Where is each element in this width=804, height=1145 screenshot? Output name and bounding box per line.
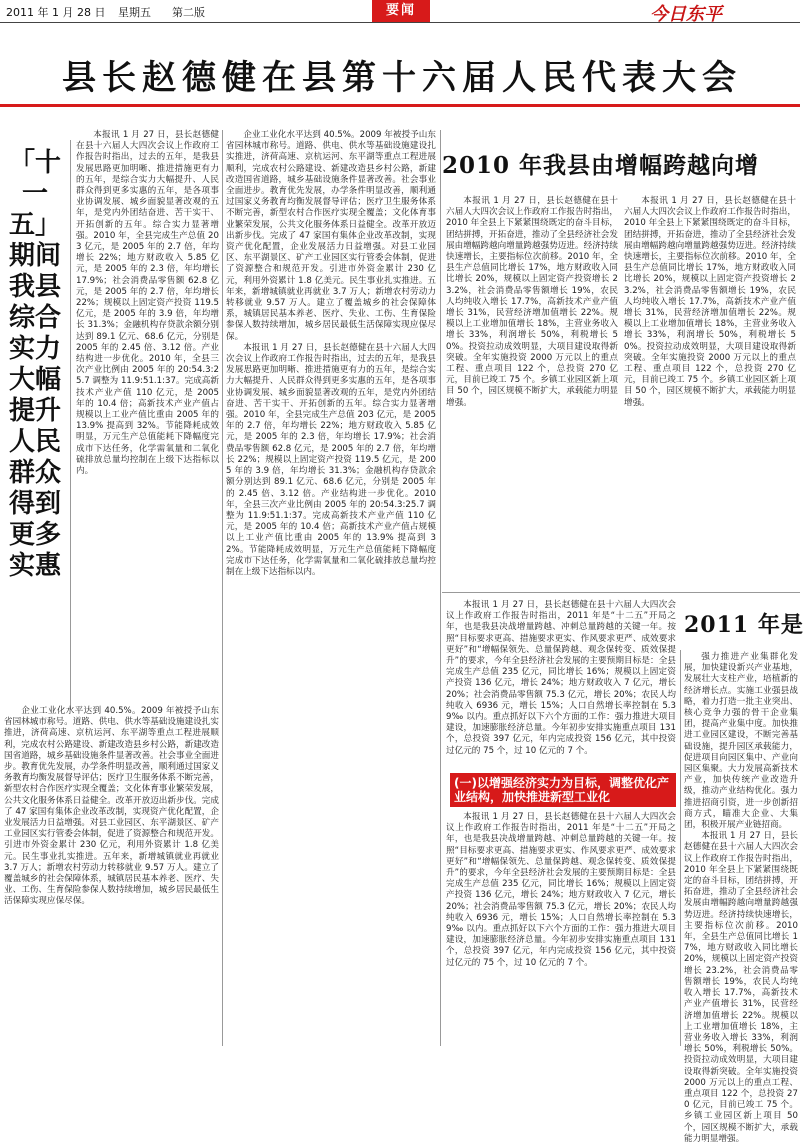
page-header-bar — [0, 0, 800, 23]
article-3-continued-text: 本报讯 1 月 27 日，县长赵德健在县十六届人大四次会议上作政府工作报告时指出，2010 年全县上下紧紧围绕既定的奋斗目标，团结拼搏，开拓奋进，推动了全县经济社会发展由增幅跨越向增量跨越强势迈进。经济持续快速增长，主要指标位次前移。2010 年，全县生产总值同比增长 17%，地方财政收入同比增长 20%，规模以上固定资产投资增长 23.2%，社会消费品零售额增长 19%，农民人均纯收入增长 17.7%，高新技术产业产值增长 31%，民营经济增加值增长 22%。规模以上工业增加值增长 18%，主营业务收入增长 33%，利润增长 50%，利税增长 50%。投资拉动成效明显，大项目建设取得新突破。全年实施投资 2000 万元以上的重点工程、重点项目 122 个，总投资 270 亿元，目前已竣工 75 个。乡镇工业园区新上项目 50 个，园区规模不断扩大，承载能力明显增强。 — [624, 196, 796, 408]
article-5-text-cont: 本报讯 1 月 27 日，县长赵德健在县十六届人大四次会议上作政府工作报告时指出，2010 年全县上下紧紧围绕既定的奋斗目标，团结拼搏，开拓奋进，推动了全县经济社会发展由增幅跨越向增量跨越强势迈进。经济持续快速增长，主要指标位次前移。2010 年，全县生产总值同比增长 17%，地方财政收入同比增长 20%，规模以上固定资产投资增长 23.2%，社会消费品零售额增长 19%，农民人均纯收入增长 17.7%，高新技术产业产值增长 31%，民营经济增加值增长 22%。规模以上工业增加值增长 18%，主营业务收入增长 33%，利润增长 50%，利税增长 50%。投资拉动成效明显，大项目建设取得新突破。全年实施投资 2000 万元以上的重点工程、重点项目 122 个，总投资 270 亿元，目前已竣工 75 个。乡镇工业园区新上项目 50 个，园区规模不断扩大，承载能力明显增强。 — [684, 831, 798, 1144]
column-divider — [70, 140, 71, 710]
headline-red-rule — [0, 104, 800, 107]
sub-headline-2011: 2011 年是 — [684, 612, 804, 638]
issue-date: 2011 年 1 月 28 日 — [6, 6, 106, 19]
article-3-text: 本报讯 1 月 27 日，县长赵德健在县十六届人大四次会议上作政府工作报告时指出，2010 年全县上下紧紧围绕既定的奋斗目标，团结拼搏，开拓奋进，推动了全县经济社会发展由增幅跨越向增量跨越强势迈进。经济持续快速增长，主要指标位次前移。2010 年，全县生产总值同比增长 17%，地方财政收入同比增长 20%，规模以上固定资产投资增长 23.2%，社会消费品零售额增长 19%，农民人均纯收入增长 17.7%，高新技术产业产值增长 31%，民营经济增加值增长 22%。规模以上工业增加值增长 18%，主营业务收入增长 33%，利润增长 50%，利税增长 50%。投资拉动成效明显，大项目建设取得新突破。全年实施投资 2000 万元以上的重点工程、重点项目 122 个，总投资 270 亿元，目前已竣工 75 个。乡镇工业园区新上项目 50 个，园区规模不断扩大，承载能力明显增强。 — [446, 196, 618, 408]
article-2-text-cont: 本报讯 1 月 27 日，县长赵德健在县十六届人大四次会议上作政府工作报告时指出，过去的五年，是我县发展思路更加明晰、推进措施更有力的五年，是综合实力大幅提升、人民群众得到更多实惠的五年，是各项事业协调发展、城乡面貌显著改观的五年，是党内外团结奋进、苦干实干、开拓创新的五年。综合实力显著增强。2010 年，全县完成生产总值 203 亿元，是 2005 年的 2.7 倍，年均增长 22%；地方财政收入 5.85 亿元，是 2005 年的 2.3 倍，年均增长 17.9%；社会消费品零售额 62.8 亿元，是 2005 年的 2.7 倍，年均增长 22%；规模以上固定资产投资 119.5 亿元，是 2005 年的 3.9 倍，年均增长 31.3%；金融机构存贷款余额分别达到 89.1 亿元、68.6 亿元，分别是 2005 年的 2.45 倍、3.12 倍。产业结构进一步优化。2010 年，全县三次产业比例由 2005 年的 20:54.3:25.7 调整为 11.9:51.1:37。完成高新技术产业产值 110 亿元，是 2005 年的 10.4 倍；高新技术产业产值占规模以上工业产值比重由 2005 年的 13.9% 提高到 32%。节能降耗成效明显，万元生产总值能耗下降幅度完成市下达任务，化学需氧量和二氧化硫排放总量均控制在上级下达指标以内。 — [226, 342, 436, 577]
article-column-3b — [624, 196, 796, 586]
column-divider — [222, 130, 223, 1046]
article-column-5 — [684, 652, 798, 1144]
edition-label: 第二版 — [172, 6, 205, 19]
main-headline — [0, 50, 800, 100]
main-headline-text: 县长赵德健在县第十六届人民代表大会 — [62, 58, 742, 98]
article-column-1-bottom — [4, 706, 219, 1046]
article-2-text: 企业工业化水平达到 40.5%。2009 年被授予山东省园林城市称号。道路、供电、供水等基础设施建设扎实推进，济荷高速、京杭运河、东平湖等重点工程进展顺利，完成农村公路建设、新建改造县乡村公路，新建改造国省道路，城乡基础设施条件显著改善。社会事业全面进步。教育优先发展，办学条件明显改善，顺利通过国家义务教育均衡发展督导评估；医疗卫生服务体系不断完善，新型农村合作医疗实现全覆盖；文化体育事业繁荣发展，公共文化服务体系日益健全。改革开放迈出新步伐。完成了 47 家国有集体企业改革改制，实现资产优化配置，企业发展活力日益增强。对县工业园区、东平湖景区、矿产工业园区实行管委会体制，促进了资源整合和规范开发。引进市外资金累计 230 亿元，利用外资累计 1.8 亿美元。民生事业扎实推进。五年来，新增城镇就业再就业 3.7 万人；新增农村劳动力转移就业 9.57 万人。建立了覆盖城乡的社会保障体系，城镇居民基本养老、医疗、失业、工伤、生育保险参保人数持续增加，城乡居民最低生活保障实现应保尽保。 — [226, 130, 436, 342]
red-section-heading: (一)以增强经济实力为目标，调整优化产业结构，加快推进新型工业化 — [450, 773, 676, 807]
article-column-2 — [226, 130, 436, 1046]
newspaper-logo: 今日东平 — [650, 4, 722, 25]
column-divider — [440, 130, 441, 1046]
side-vertical-title: 「十一五」期间我县综合实力大幅提升人民群众得到更多实惠 — [8, 148, 61, 581]
article-column-1 — [76, 130, 219, 703]
article-column-3 — [446, 196, 618, 586]
article-5-text: 强力推进产业集群化发展，加快建设新兴产业基地，发展壮大支柱产业，培植新的经济增长点。实施工业强县战略，着力打造一批主业突出、核心竞争力强的骨干企业集团，提高产业集中度。加快推进工业园区建设，不断完善基础设施，提升园区承载能力，促进项目向园区集中、产业向园区集聚。大力发展高新技术产业，加快传统产业改造升级，推动产业结构优化。强力推进招商引资，进一步创新招商方式，瞄准大企业、大集团，积极开展产业链招商。 — [684, 652, 798, 831]
article-column-4 — [446, 600, 676, 770]
column-divider — [680, 650, 681, 1046]
sub-headline-2010: 2010 年我县由增幅跨越向增 — [442, 152, 760, 179]
issue-weekday: 星期五 — [118, 6, 151, 19]
article-1-continued-text: 企业工业化水平达到 40.5%。2009 年被授予山东省园林城市称号。道路、供电、供水等基础设施建设扎实推进，济荷高速、京杭运河、东平湖等重点工程进展顺利，完成农村公路建设、新建改造县乡村公路，新建改造国省道路，城乡基础设施条件显著改善。社会事业全面进步。教育优先发展，办学条件明显改善，顺利通过国家义务教育均衡发展督导评估；医疗卫生服务体系不断完善，新型农村合作医疗实现全覆盖；文化体育事业繁荣发展，公共文化服务体系日益健全。改革开放迈出新步伐。完成了 47 家国有集体企业改革改制，实现资产优化配置，企业发展活力日益增强。对县工业园区、东平湖景区、矿产工业园区实行管委会体制，促进了资源整合和规范开发。引进市外资金累计 230 亿元，利用外资累计 1.8 亿美元。民生事业扎实推进。五年来，新增城镇就业再就业 3.7 万人；新增农村劳动力转移就业 9.57 万人。建立了覆盖城乡的社会保障体系，城镇居民基本养老、医疗、失业、工伤、生育保险参保人数持续增加，城乡居民最低生活保障实现应保尽保。 — [4, 706, 219, 907]
section-badge: 要闻 — [372, 0, 430, 22]
article-4-text: 本报讯 1 月 27 日，县长赵德健在县十六届人大四次会议上作政府工作报告时指出，2011 年是“十二五”开局之年，也是我县决战增量跨越、冲刺总量跨越的关键一年。按照“目标要求更高、措施要求更实、作风要求更严、成效要求更好”和“增幅保领先、总量保跨越、观念保转变、质效保提升”的要求，今年全县经济社会发展的主要预期目标是：全县完成生产总值 235 亿元，同比增长 16%；规模以上固定资产投资 136 亿元，增长 24%；地方财政收入 7 亿元，增长 20%；社会消费品零售额 75.3 亿元，增长 20%；农民人均纯收入 6936 元，增长 15%；人口自然增长率控制在 5.39‰ 以内。重点抓好以下六个方面的工作：强力推进大项目建设，加速膨胀经济总量。今年初步安排实施重点项目 131 个，总投资 397 亿元，年内完成投资 156 亿元，其中投资过亿元的 75 个，过 10 亿元的 7 个。 — [446, 600, 676, 756]
section-divider — [442, 592, 800, 593]
article-column-4b — [446, 812, 676, 1046]
article-1-text: 本报讯 1 月 27 日，县长赵德健在县十六届人大四次会议上作政府工作报告时指出，过去的五年，是我县发展思路更加明晰、推进措施更有力的五年，是综合实力大幅提升、人民群众得到更多实惠的五年，是各项事业协调发展、城乡面貌显著改观的五年，是党内外团结奋进、苦干实干、开拓创新的五年。综合实力显著增强。2010 年，全县完成生产总值 203 亿元，是 2005 年的 2.7 倍，年均增长 22%；地方财政收入 5.85 亿元，是 2005 年的 2.3 倍，年均增长 17.9%；社会消费品零售额 62.8 亿元，是 2005 年的 2.7 倍，年均增长 22%；规模以上固定资产投资 119.5 亿元，是 2005 年的 3.9 倍，年均增长 31.3%；金融机构存贷款余额分别达到 89.1 亿元、68.6 亿元，分别是 2005 年的 2.45 倍、3.12 倍。产业结构进一步优化。2010 年，全县三次产业比例由 2005 年的 20:54.3:25.7 调整为 11.9:51.1:37。完成高新技术产业产值 110 亿元，是 2005 年的 10.4 倍；高新技术产业产值占规模以上工业产值比重由 2005 年的 13.9% 提高到 32%。节能降耗成效明显，万元生产总值能耗下降幅度完成市下达任务，化学需氧量和二氧化硫排放总量均控制在上级下达指标以内。 — [76, 130, 219, 477]
article-4-continued-text: 本报讯 1 月 27 日，县长赵德健在县十六届人大四次会议上作政府工作报告时指出，2011 年是“十二五”开局之年，也是我县决战增量跨越、冲刺总量跨越的关键一年。按照“目标要求更高、措施要求更实、作风要求更严、成效要求更好”和“增幅保领先、总量保跨越、观念保转变、质效保提升”的要求，今年全县经济社会发展的主要预期目标是：全县完成生产总值 235 亿元，同比增长 16%；规模以上固定资产投资 136 亿元，增长 24%；地方财政收入 7 亿元，增长 20%；社会消费品零售额 75.3 亿元，增长 20%；农民人均纯收入 6936 元，增长 15%；人口自然增长率控制在 5.39‰ 以内。重点抓好以下六个方面的工作：强力推进大项目建设，加速膨胀经济总量。今年初步安排实施重点项目 131 个，总投资 397 亿元，年内完成投资 156 亿元，其中投资过亿元的 75 个，过 10 亿元的 7 个。 — [446, 812, 676, 968]
